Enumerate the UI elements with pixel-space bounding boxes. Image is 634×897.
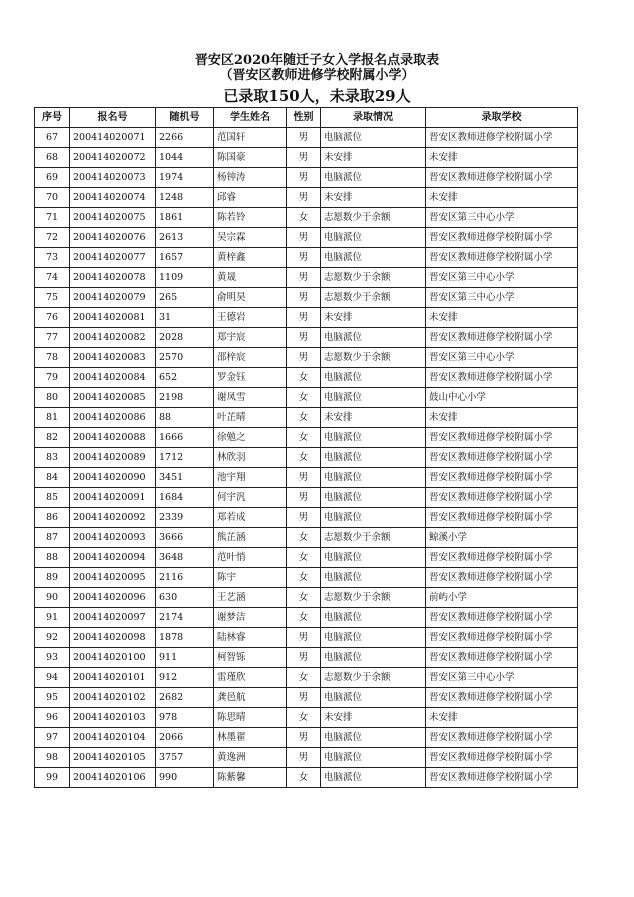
cell-gender: 女 bbox=[287, 588, 321, 608]
cell-seq: 90 bbox=[35, 588, 70, 608]
cell-seq: 78 bbox=[35, 348, 70, 368]
cell-random-no: 265 bbox=[156, 288, 214, 308]
cell-admission-status: 电脑派位 bbox=[321, 548, 426, 568]
cell-registration-no: 200414020078 bbox=[70, 268, 156, 288]
cell-seq: 99 bbox=[35, 768, 70, 788]
table-row bbox=[35, 148, 578, 168]
cell-random-no: 3666 bbox=[156, 528, 214, 548]
cell-seq: 87 bbox=[35, 528, 70, 548]
cell-random-no: 1044 bbox=[156, 148, 214, 168]
cell-registration-no: 200414020092 bbox=[70, 508, 156, 528]
cell-gender: 女 bbox=[287, 388, 321, 408]
table-row bbox=[35, 748, 578, 768]
cell-student-name: 范叶悄 bbox=[214, 548, 287, 568]
cell-student-name: 邵梓宸 bbox=[214, 348, 287, 368]
document-title: 晋安区2020年随迁子女入学报名点录取表 bbox=[194, 53, 440, 68]
cell-seq: 91 bbox=[35, 608, 70, 628]
cell-admitted-school: 晋安区教师进修学校附属小学 bbox=[426, 568, 578, 588]
table-row bbox=[35, 468, 578, 488]
header-student-name: 学生姓名 bbox=[214, 108, 287, 128]
table-header-row bbox=[35, 108, 578, 128]
cell-admission-status: 电脑派位 bbox=[321, 748, 426, 768]
table-row bbox=[35, 768, 578, 788]
cell-admission-status: 电脑派位 bbox=[321, 128, 426, 148]
cell-gender: 男 bbox=[287, 248, 321, 268]
cell-student-name: 陈紫馨 bbox=[214, 768, 287, 788]
cell-registration-no: 200414020085 bbox=[70, 388, 156, 408]
cell-admission-status: 电脑派位 bbox=[321, 508, 426, 528]
cell-registration-no: 200414020102 bbox=[70, 688, 156, 708]
cell-seq: 67 bbox=[35, 128, 70, 148]
cell-registration-no: 200414020088 bbox=[70, 428, 156, 448]
cell-registration-no: 200414020074 bbox=[70, 188, 156, 208]
cell-admission-status: 电脑派位 bbox=[321, 448, 426, 468]
cell-random-no: 2116 bbox=[156, 568, 214, 588]
cell-seq: 74 bbox=[35, 268, 70, 288]
cell-admission-status: 未安排 bbox=[321, 408, 426, 428]
cell-gender: 男 bbox=[287, 308, 321, 328]
cell-random-no: 2339 bbox=[156, 508, 214, 528]
cell-admission-status: 电脑派位 bbox=[321, 248, 426, 268]
cell-admitted-school: 晋安区教师进修学校附属小学 bbox=[426, 488, 578, 508]
table-row bbox=[35, 408, 578, 428]
cell-gender: 男 bbox=[287, 688, 321, 708]
cell-admitted-school: 未安排 bbox=[426, 308, 578, 328]
cell-admitted-school: 晋安区教师进修学校附属小学 bbox=[426, 688, 578, 708]
cell-registration-no: 200414020091 bbox=[70, 488, 156, 508]
cell-admitted-school: 晋安区教师进修学校附属小学 bbox=[426, 728, 578, 748]
cell-registration-no: 200414020073 bbox=[70, 168, 156, 188]
cell-seq: 89 bbox=[35, 568, 70, 588]
cell-student-name: 陈宇 bbox=[214, 568, 287, 588]
cell-admission-status: 电脑派位 bbox=[321, 688, 426, 708]
cell-admitted-school: 晋安区教师进修学校附属小学 bbox=[426, 648, 578, 668]
cell-student-name: 池宇翔 bbox=[214, 468, 287, 488]
cell-student-name: 谢梦洁 bbox=[214, 608, 287, 628]
cell-random-no: 2198 bbox=[156, 388, 214, 408]
cell-student-name: 林墨翟 bbox=[214, 728, 287, 748]
cell-seq: 93 bbox=[35, 648, 70, 668]
cell-student-name: 何宇汎 bbox=[214, 488, 287, 508]
cell-admission-status: 电脑派位 bbox=[321, 488, 426, 508]
table-row bbox=[35, 308, 578, 328]
cell-admitted-school: 晋安区教师进修学校附属小学 bbox=[426, 468, 578, 488]
cell-seq: 82 bbox=[35, 428, 70, 448]
cell-admitted-school: 晋安区第三中心小学 bbox=[426, 268, 578, 288]
table-row bbox=[35, 528, 578, 548]
cell-random-no: 88 bbox=[156, 408, 214, 428]
cell-admitted-school: 晋安区教师进修学校附属小学 bbox=[426, 228, 578, 248]
cell-seq: 95 bbox=[35, 688, 70, 708]
cell-student-name: 龚邑航 bbox=[214, 688, 287, 708]
cell-student-name: 黄逸洲 bbox=[214, 748, 287, 768]
cell-student-name: 邱睿 bbox=[214, 188, 287, 208]
cell-random-no: 1878 bbox=[156, 628, 214, 648]
cell-gender: 男 bbox=[287, 648, 321, 668]
cell-registration-no: 200414020071 bbox=[70, 128, 156, 148]
cell-gender: 女 bbox=[287, 408, 321, 428]
cell-gender: 男 bbox=[287, 328, 321, 348]
cell-seq: 76 bbox=[35, 308, 70, 328]
cell-registration-no: 200414020093 bbox=[70, 528, 156, 548]
cell-admission-status: 电脑派位 bbox=[321, 388, 426, 408]
cell-admission-status: 电脑派位 bbox=[321, 228, 426, 248]
cell-seq: 83 bbox=[35, 448, 70, 468]
cell-student-name: 陈国豪 bbox=[214, 148, 287, 168]
table-row bbox=[35, 248, 578, 268]
cell-gender: 男 bbox=[287, 168, 321, 188]
cell-random-no: 1684 bbox=[156, 488, 214, 508]
cell-admission-status: 志愿数少于余额 bbox=[321, 288, 426, 308]
cell-gender: 男 bbox=[287, 628, 321, 648]
cell-random-no: 1712 bbox=[156, 448, 214, 468]
table-row bbox=[35, 688, 578, 708]
cell-random-no: 2266 bbox=[156, 128, 214, 148]
cell-admission-status: 志愿数少于余额 bbox=[321, 208, 426, 228]
cell-admitted-school: 晋安区教师进修学校附属小学 bbox=[426, 508, 578, 528]
table-row bbox=[35, 168, 578, 188]
cell-student-name: 王德岩 bbox=[214, 308, 287, 328]
cell-gender: 女 bbox=[287, 568, 321, 588]
cell-admission-status: 电脑派位 bbox=[321, 168, 426, 188]
cell-seq: 68 bbox=[35, 148, 70, 168]
cell-registration-no: 200414020089 bbox=[70, 448, 156, 468]
cell-admission-status: 志愿数少于余额 bbox=[321, 668, 426, 688]
cell-random-no: 3757 bbox=[156, 748, 214, 768]
cell-student-name: 郑宇宸 bbox=[214, 328, 287, 348]
table-row bbox=[35, 508, 578, 528]
cell-random-no: 2028 bbox=[156, 328, 214, 348]
cell-student-name: 郑若成 bbox=[214, 508, 287, 528]
cell-gender: 女 bbox=[287, 708, 321, 728]
table-row bbox=[35, 588, 578, 608]
cell-student-name: 陈思晴 bbox=[214, 708, 287, 728]
cell-seq: 96 bbox=[35, 708, 70, 728]
cell-student-name: 黄晟 bbox=[214, 268, 287, 288]
cell-gender: 女 bbox=[287, 608, 321, 628]
cell-admission-status: 未安排 bbox=[321, 148, 426, 168]
cell-registration-no: 200414020079 bbox=[70, 288, 156, 308]
header-admitted-school: 录取学校 bbox=[426, 108, 578, 128]
cell-admitted-school: 晋安区教师进修学校附属小学 bbox=[426, 448, 578, 468]
cell-random-no: 978 bbox=[156, 708, 214, 728]
cell-seq: 85 bbox=[35, 488, 70, 508]
cell-random-no: 2066 bbox=[156, 728, 214, 748]
cell-admitted-school: 未安排 bbox=[426, 148, 578, 168]
cell-admission-status: 电脑派位 bbox=[321, 568, 426, 588]
cell-gender: 男 bbox=[287, 748, 321, 768]
cell-seq: 73 bbox=[35, 248, 70, 268]
cell-registration-no: 200414020082 bbox=[70, 328, 156, 348]
cell-student-name: 叶芷晴 bbox=[214, 408, 287, 428]
cell-admitted-school: 晋安区教师进修学校附属小学 bbox=[426, 248, 578, 268]
cell-gender: 男 bbox=[287, 268, 321, 288]
cell-admission-status: 电脑派位 bbox=[321, 768, 426, 788]
header-gender: 性别 bbox=[287, 108, 321, 128]
cell-seq: 75 bbox=[35, 288, 70, 308]
cell-gender: 男 bbox=[287, 288, 321, 308]
cell-admitted-school: 未安排 bbox=[426, 188, 578, 208]
cell-student-name: 黄梓鑫 bbox=[214, 248, 287, 268]
cell-student-name: 谢凤雪 bbox=[214, 388, 287, 408]
cell-admission-status: 电脑派位 bbox=[321, 628, 426, 648]
cell-seq: 94 bbox=[35, 668, 70, 688]
cell-gender: 女 bbox=[287, 368, 321, 388]
cell-admission-status: 未安排 bbox=[321, 188, 426, 208]
cell-gender: 男 bbox=[287, 348, 321, 368]
admission-table bbox=[34, 107, 578, 788]
cell-random-no: 630 bbox=[156, 588, 214, 608]
cell-registration-no: 200414020097 bbox=[70, 608, 156, 628]
cell-admission-status: 电脑派位 bbox=[321, 428, 426, 448]
cell-random-no: 2682 bbox=[156, 688, 214, 708]
cell-student-name: 徐勉之 bbox=[214, 428, 287, 448]
cell-gender: 女 bbox=[287, 428, 321, 448]
table-row bbox=[35, 668, 578, 688]
cell-random-no: 2174 bbox=[156, 608, 214, 628]
cell-gender: 男 bbox=[287, 128, 321, 148]
cell-gender: 男 bbox=[287, 148, 321, 168]
cell-student-name: 熊芷涵 bbox=[214, 528, 287, 548]
cell-seq: 81 bbox=[35, 408, 70, 428]
cell-random-no: 31 bbox=[156, 308, 214, 328]
cell-seq: 70 bbox=[35, 188, 70, 208]
cell-admitted-school: 晋安区第三中心小学 bbox=[426, 288, 578, 308]
cell-student-name: 陈若铃 bbox=[214, 208, 287, 228]
cell-student-name: 范国轩 bbox=[214, 128, 287, 148]
cell-seq: 69 bbox=[35, 168, 70, 188]
table-row bbox=[35, 728, 578, 748]
cell-seq: 97 bbox=[35, 728, 70, 748]
cell-admitted-school: 晋安区教师进修学校附属小学 bbox=[426, 548, 578, 568]
cell-admitted-school: 晋安区教师进修学校附属小学 bbox=[426, 768, 578, 788]
table-row bbox=[35, 328, 578, 348]
cell-random-no: 2613 bbox=[156, 228, 214, 248]
cell-seq: 86 bbox=[35, 508, 70, 528]
cell-admitted-school: 晋安区教师进修学校附属小学 bbox=[426, 628, 578, 648]
cell-registration-no: 200414020077 bbox=[70, 248, 156, 268]
table-row bbox=[35, 288, 578, 308]
header-seq: 序号 bbox=[35, 108, 70, 128]
cell-gender: 女 bbox=[287, 668, 321, 688]
cell-seq: 77 bbox=[35, 328, 70, 348]
cell-random-no: 2570 bbox=[156, 348, 214, 368]
cell-seq: 98 bbox=[35, 748, 70, 768]
cell-admitted-school: 鼓山中心小学 bbox=[426, 388, 578, 408]
table-row bbox=[35, 548, 578, 568]
cell-admission-status: 电脑派位 bbox=[321, 728, 426, 748]
cell-random-no: 1657 bbox=[156, 248, 214, 268]
table-row bbox=[35, 388, 578, 408]
cell-admitted-school: 未安排 bbox=[426, 708, 578, 728]
cell-admitted-school: 晋安区教师进修学校附属小学 bbox=[426, 428, 578, 448]
cell-gender: 女 bbox=[287, 528, 321, 548]
cell-registration-no: 200414020081 bbox=[70, 308, 156, 328]
cell-student-name: 王艺涵 bbox=[214, 588, 287, 608]
cell-seq: 72 bbox=[35, 228, 70, 248]
cell-student-name: 杨钟涛 bbox=[214, 168, 287, 188]
cell-random-no: 1248 bbox=[156, 188, 214, 208]
cell-gender: 男 bbox=[287, 728, 321, 748]
cell-admitted-school: 晋安区第三中心小学 bbox=[426, 668, 578, 688]
cell-admission-status: 志愿数少于余额 bbox=[321, 348, 426, 368]
cell-admission-status: 电脑派位 bbox=[321, 368, 426, 388]
cell-student-name: 林欣羽 bbox=[214, 448, 287, 468]
cell-random-no: 912 bbox=[156, 668, 214, 688]
cell-registration-no: 200414020084 bbox=[70, 368, 156, 388]
table-row bbox=[35, 348, 578, 368]
cell-random-no: 652 bbox=[156, 368, 214, 388]
cell-admitted-school: 晋安区教师进修学校附属小学 bbox=[426, 128, 578, 148]
cell-gender: 女 bbox=[287, 208, 321, 228]
table-row bbox=[35, 708, 578, 728]
cell-student-name: 俞明昊 bbox=[214, 288, 287, 308]
cell-admission-status: 志愿数少于余额 bbox=[321, 528, 426, 548]
cell-seq: 84 bbox=[35, 468, 70, 488]
cell-admission-status: 电脑派位 bbox=[321, 608, 426, 628]
cell-registration-no: 200414020098 bbox=[70, 628, 156, 648]
cell-registration-no: 200414020103 bbox=[70, 708, 156, 728]
cell-admitted-school: 晋安区教师进修学校附属小学 bbox=[426, 168, 578, 188]
cell-student-name: 吴宗霖 bbox=[214, 228, 287, 248]
table-row bbox=[35, 608, 578, 628]
cell-admission-status: 未安排 bbox=[321, 308, 426, 328]
cell-student-name: 柯智铄 bbox=[214, 648, 287, 668]
cell-random-no: 1666 bbox=[156, 428, 214, 448]
cell-student-name: 雷瑾欣 bbox=[214, 668, 287, 688]
cell-gender: 男 bbox=[287, 228, 321, 248]
cell-registration-no: 200414020083 bbox=[70, 348, 156, 368]
table-row bbox=[35, 428, 578, 448]
cell-admission-status: 电脑派位 bbox=[321, 468, 426, 488]
cell-gender: 男 bbox=[287, 508, 321, 528]
cell-random-no: 911 bbox=[156, 648, 214, 668]
cell-registration-no: 200414020101 bbox=[70, 668, 156, 688]
cell-admitted-school: 晋安区教师进修学校附属小学 bbox=[426, 368, 578, 388]
table-row bbox=[35, 488, 578, 508]
cell-registration-no: 200414020086 bbox=[70, 408, 156, 428]
cell-random-no: 1109 bbox=[156, 268, 214, 288]
cell-gender: 男 bbox=[287, 188, 321, 208]
cell-gender: 女 bbox=[287, 448, 321, 468]
cell-gender: 女 bbox=[287, 768, 321, 788]
cell-seq: 71 bbox=[35, 208, 70, 228]
table-row bbox=[35, 568, 578, 588]
cell-random-no: 3648 bbox=[156, 548, 214, 568]
cell-seq: 88 bbox=[35, 548, 70, 568]
cell-gender: 男 bbox=[287, 468, 321, 488]
cell-registration-no: 200414020100 bbox=[70, 648, 156, 668]
table-row bbox=[35, 368, 578, 388]
cell-student-name: 罗金钰 bbox=[214, 368, 287, 388]
header-admission-status: 录取情况 bbox=[321, 108, 426, 128]
cell-admitted-school: 前屿小学 bbox=[426, 588, 578, 608]
cell-admission-status: 志愿数少于余额 bbox=[321, 588, 426, 608]
cell-registration-no: 200414020075 bbox=[70, 208, 156, 228]
cell-seq: 92 bbox=[35, 628, 70, 648]
header-random-no: 随机号 bbox=[156, 108, 214, 128]
table-row bbox=[35, 228, 578, 248]
cell-registration-no: 200414020106 bbox=[70, 768, 156, 788]
cell-seq: 79 bbox=[35, 368, 70, 388]
cell-registration-no: 200414020094 bbox=[70, 548, 156, 568]
table-row bbox=[35, 648, 578, 668]
cell-admitted-school: 晋安区教师进修学校附属小学 bbox=[426, 748, 578, 768]
cell-random-no: 1861 bbox=[156, 208, 214, 228]
cell-registration-no: 200414020105 bbox=[70, 748, 156, 768]
cell-registration-no: 200414020104 bbox=[70, 728, 156, 748]
cell-student-name: 陆林睿 bbox=[214, 628, 287, 648]
cell-gender: 男 bbox=[287, 488, 321, 508]
cell-admitted-school: 未安排 bbox=[426, 408, 578, 428]
table-row bbox=[35, 208, 578, 228]
cell-admission-status: 未安排 bbox=[321, 708, 426, 728]
cell-gender: 女 bbox=[287, 548, 321, 568]
cell-registration-no: 200414020090 bbox=[70, 468, 156, 488]
cell-admitted-school: 晋安区教师进修学校附属小学 bbox=[426, 608, 578, 628]
cell-registration-no: 200414020076 bbox=[70, 228, 156, 248]
admission-summary: 已录取150人，未录取29人 bbox=[223, 87, 411, 105]
header-registration-no: 报名号 bbox=[70, 108, 156, 128]
cell-registration-no: 200414020072 bbox=[70, 148, 156, 168]
table-row bbox=[35, 188, 578, 208]
table-row bbox=[35, 128, 578, 148]
cell-admission-status: 志愿数少于余额 bbox=[321, 268, 426, 288]
cell-admitted-school: 晋安区第三中心小学 bbox=[426, 348, 578, 368]
cell-random-no: 990 bbox=[156, 768, 214, 788]
cell-admitted-school: 鲸溪小学 bbox=[426, 528, 578, 548]
table-row bbox=[35, 628, 578, 648]
table-row bbox=[35, 448, 578, 468]
cell-registration-no: 200414020096 bbox=[70, 588, 156, 608]
cell-admission-status: 电脑派位 bbox=[321, 328, 426, 348]
table-row bbox=[35, 268, 578, 288]
cell-registration-no: 200414020095 bbox=[70, 568, 156, 588]
document-subtitle: （晋安区教师进修学校附属小学） bbox=[219, 68, 415, 83]
cell-random-no: 1974 bbox=[156, 168, 214, 188]
cell-random-no: 3451 bbox=[156, 468, 214, 488]
cell-admitted-school: 晋安区教师进修学校附属小学 bbox=[426, 328, 578, 348]
cell-admission-status: 电脑派位 bbox=[321, 648, 426, 668]
cell-admitted-school: 晋安区第三中心小学 bbox=[426, 208, 578, 228]
cell-seq: 80 bbox=[35, 388, 70, 408]
